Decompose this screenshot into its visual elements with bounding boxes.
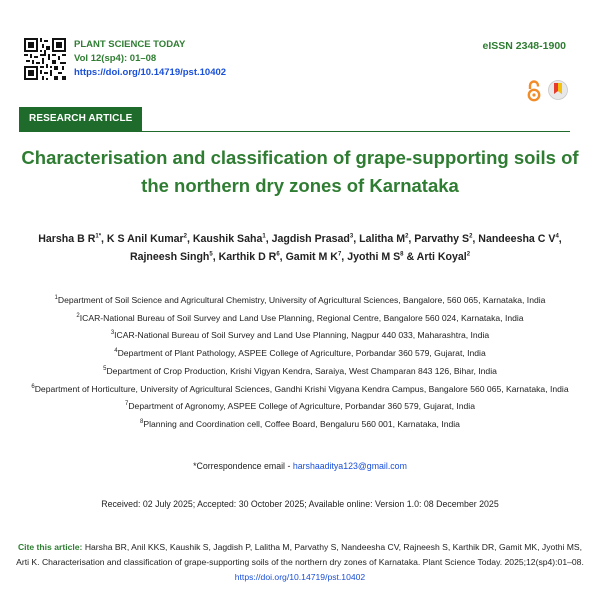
affiliation-number: 4 <box>114 348 118 355</box>
article-dates: Received: 02 July 2025; Accepted: 30 October 2025; Available online: Version 1.0: 08 December 2025 <box>101 499 499 509</box>
affiliation-number: 3 <box>110 330 115 337</box>
affiliation-text: Department of Agronomy, ASPEE College of Agriculture, Porbandar 360 579, Gujarat, India <box>128 401 475 412</box>
authors-line-1: Harsha B $R^{1*}$, K S Anil Kumar$^2$, Kaushik Saha$^1$, Jagdish Prasad$^3$, Lalitha $M^2$, Parvathy $S^2$, Nandeesha C $V^4$, <box>38 233 562 245</box>
author-affiliation-marker: 2 <box>405 233 409 240</box>
author-affiliation-marker: 3 <box>349 233 354 240</box>
citation-doi-link[interactable]: https://doi.org/10.14719/pst.10402 <box>234 572 366 582</box>
affiliation-text: Department of Crop Production, Krishi Vigyan Kendra, Saraiya, West Champaran 843 126, Bihar, India <box>106 365 497 376</box>
affiliation-number: 7 <box>124 401 129 408</box>
author-affiliation-marker: 2 <box>466 251 471 258</box>
qr-code-icon <box>24 38 66 80</box>
author-name: Jagdish Prasad <box>271 233 350 245</box>
affiliation-text: Planning and Coordination cell, Coffee Board, Bengaluru 560 001, Karnataka, India <box>143 418 460 429</box>
citation-label: Cite this article: <box>17 542 83 552</box>
affiliation-item <box>10 363 590 381</box>
affiliation-text: Department of Plant Pathology, ASPEE College of Agriculture, Porbandar 360 579, Gujarat, India <box>117 348 486 359</box>
article-title <box>0 144 600 200</box>
author-affiliation-marker: 2 <box>469 233 473 240</box>
author-affiliation-marker: 7 <box>337 251 342 258</box>
article-type-badge: RESEARCH ARTICLE <box>19 107 142 131</box>
authors-line-2: Rajneesh Singh$^5$, Karthik D $R^6$, Gamit M $K^7$, Jyothi M $S^8$ & Arti Koyal$^2$ <box>129 251 471 263</box>
affiliation-number: 1 <box>54 295 58 302</box>
affiliation-number: 6 <box>31 383 35 390</box>
affiliation-text: ICAR-National Bureau of Soil Survey and Land Use Planning, Nagpur 440 033, Maharashtra, India <box>114 330 490 341</box>
affiliation-number: 5 <box>103 365 107 372</box>
correspondence-label: *Correspondence email - <box>193 461 293 471</box>
correspondence <box>0 461 600 471</box>
journal-volume: Vol 12(sp4): 01–08 <box>74 53 157 64</box>
author-name: Karthik D R <box>218 251 277 263</box>
affiliation-item <box>10 416 590 434</box>
title-line-2: the northern dry zones of Karnataka <box>141 175 459 196</box>
journal-header <box>74 38 226 80</box>
author-name: Gamit M K <box>285 251 338 263</box>
author-affiliation-marker: 4 <box>555 233 559 240</box>
author-list <box>20 230 580 266</box>
author-name: Lalitha M <box>359 233 406 245</box>
eissn: eISSN 2348-1900 <box>482 40 566 52</box>
journal-doi-link[interactable]: https://doi.org/10.14719/pst.10402 <box>74 67 227 78</box>
author-name: K S Anil Kumar <box>106 233 184 245</box>
author-affiliation-marker: 2 <box>183 233 187 240</box>
author-affiliation-marker: 5 <box>209 251 213 258</box>
affiliation-item <box>10 381 590 399</box>
title-line-1: Characterisation and classification of grape-supporting soils of <box>21 147 579 168</box>
author-name: Arti Koyal <box>416 251 467 263</box>
affiliation-item <box>10 310 590 328</box>
affiliation-text: Department of Soil Science and Agricultural Chemistry, University of Agricultural Sciences, Bangalore, 560 065, Karnataka, India <box>57 295 546 305</box>
author-name: Jyothi M S <box>347 251 401 263</box>
journal-name: PLANT SCIENCE TODAY <box>74 39 186 50</box>
correspondence-email-link[interactable]: harshaaditya123@gmail.com <box>292 461 407 471</box>
author-name: Rajneesh Singh <box>129 251 210 263</box>
affiliation-text: ICAR-National Bureau of Soil Survey and Land Use Planning, Regional Centre, Bangalore 560 024, Karnataka, India <box>79 312 524 323</box>
author-name: Harsha B R <box>38 233 96 245</box>
citation-block <box>12 540 588 585</box>
author-name: Parvathy S <box>414 233 470 245</box>
author-affiliation-marker: 6 <box>276 251 280 258</box>
author-affiliation-marker: 1 <box>262 233 266 240</box>
affiliation-number: 2 <box>76 312 80 319</box>
author-name: Nandeesha C V <box>478 233 556 245</box>
header-divider <box>19 131 570 132</box>
author-affiliation-marker: 8 <box>400 251 404 258</box>
crossmark-icon[interactable] <box>548 80 568 100</box>
affiliation-item <box>10 292 590 310</box>
author-name: Kaushik Saha <box>192 233 263 245</box>
affiliation-item <box>10 398 590 416</box>
open-access-icon[interactable] <box>526 80 542 102</box>
affiliation-text: Department of Horticulture, University of Agricultural Sciences, Gandhi Krishi Vigyana Kendra Campus, Bangalore 560 065, Karnataka, India <box>34 383 569 394</box>
citation-text: Harsha BR, Anil KKS, Kaushik S, Jagdish P, Lalitha M, Parvathy S, Nandeesha CV, Rajneesh S, Karthik DR, Gamit MK, Jyothi MS, Arti K. Characterisation and classification of grape-supporting soils of the northern dry zones of Karnataka. Plant Science Today. 2025;12(sp4):01–08. <box>16 542 584 567</box>
affiliation-item <box>10 345 590 363</box>
author-affiliation-marker: 1* <box>95 233 102 240</box>
affiliation-number: 8 <box>140 419 144 426</box>
affiliation-list <box>10 292 590 434</box>
affiliation-item <box>10 327 590 345</box>
